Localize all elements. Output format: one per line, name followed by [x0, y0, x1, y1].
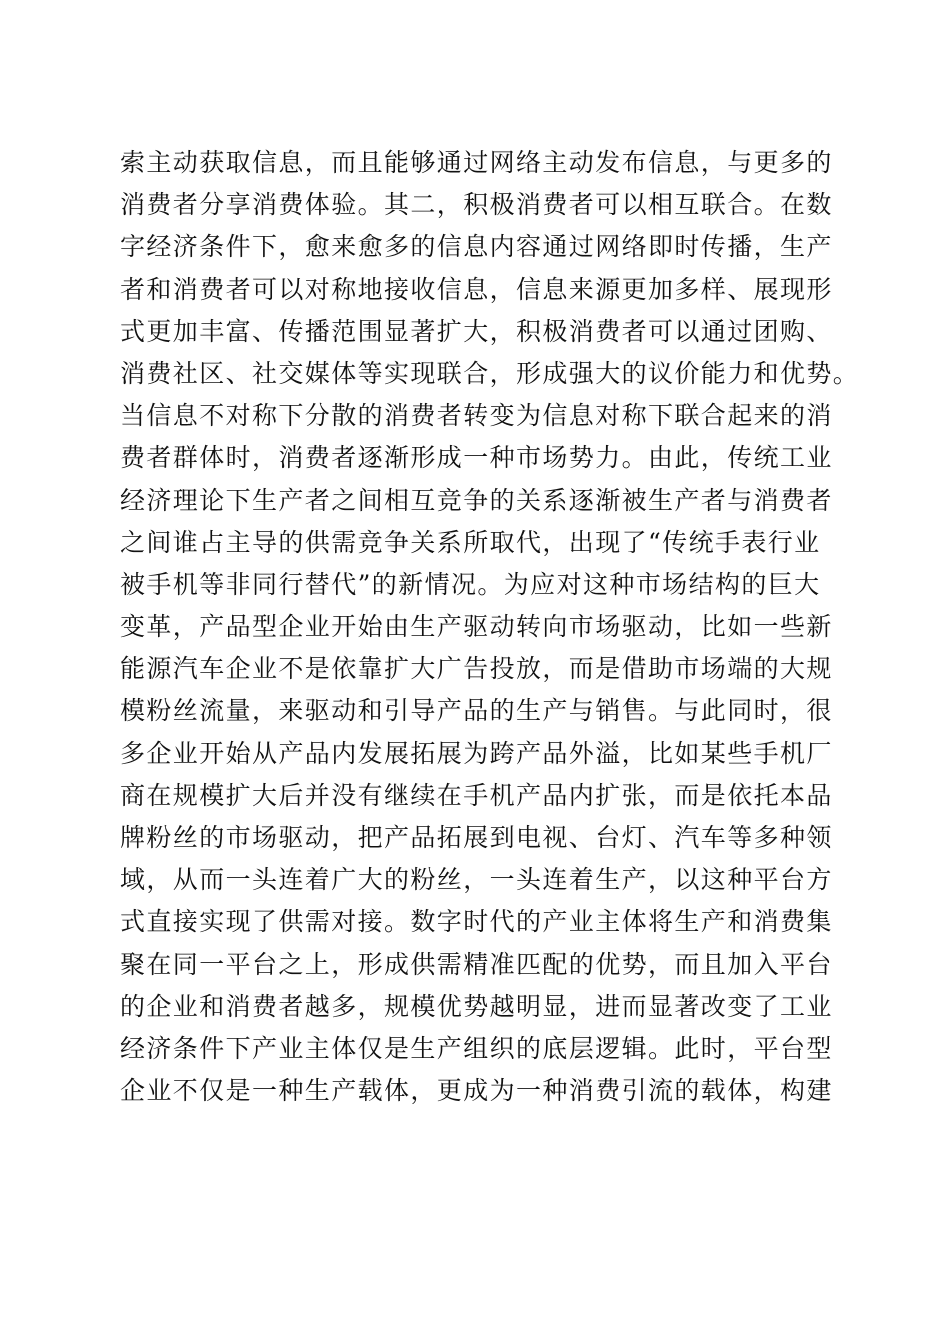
text-line: 之间谁占主导的供需竞争关系所取代，出现了“传统手表行业: [120, 527, 821, 557]
text-line: 费者群体时，消费者逐渐形成一种市场势力。由此，传统工业: [120, 443, 833, 473]
text-line: 多企业开始从产品内发展拓展为跨产品外溢，比如某些手机厂: [120, 738, 833, 768]
text-line: 式直接实现了供需对接。数字时代的产业主体将生产和消费集: [120, 907, 833, 937]
text-line: 能源汽车企业不是依靠扩大广告投放，而是借助市场端的大规: [120, 654, 833, 684]
text-line: 消费社区、社交媒体等实现联合，形成强大的议价能力和优势。: [120, 358, 860, 388]
text-line: 者和消费者可以对称地接收信息，信息来源更加多样、展现形: [120, 274, 833, 304]
text-line: 字经济条件下，愈来愈多的信息内容通过网络即时传播，生产: [120, 232, 833, 262]
text-line: 的企业和消费者越多，规模优势越明显，进而显著改变了工业: [120, 991, 833, 1021]
body-paragraph: [120, 142, 860, 1112]
text-line: 消费者分享消费体验。其二，积极消费者可以相互联合。在数: [120, 190, 833, 220]
text-line: 被手机等非同行替代”的新情况。为应对这种市场结构的巨大: [120, 569, 821, 599]
text-line: 索主动获取信息，而且能够通过网络主动发布信息，与更多的: [120, 148, 833, 177]
text-line: 经济条件下产业主体仅是生产组织的底层逻辑。此时，平台型: [120, 1033, 833, 1063]
text-line: 模粉丝流量，来驱动和引导产品的生产与销售。与此同时，很: [120, 696, 833, 726]
text-line: 牌粉丝的市场驱动，把产品拓展到电视、台灯、汽车等多种领: [120, 823, 833, 852]
text-line: 企业不仅是一种生产载体，更成为一种消费引流的载体，构建: [120, 1076, 833, 1106]
text-line: 经济理论下生产者之间相互竞争的关系逐渐被生产者与消费者: [120, 485, 833, 515]
text-line: 当信息不对称下分散的消费者转变为信息对称下联合起来的消: [120, 401, 833, 431]
text-line: 式更加丰富、传播范围显著扩大，积极消费者可以通过团购、: [120, 316, 833, 346]
text-line: 域，从而一头连着广大的粉丝，一头连着生产，以这种平台方: [120, 865, 833, 895]
text-line: 聚在同一平台之上，形成供需精准匹配的优势，而且加入平台: [120, 949, 833, 979]
text-line: 变革，产品型企业开始由生产驱动转向市场驱动，比如一些新: [120, 612, 833, 642]
text-line: 商在规模扩大后并没有继续在手机产品内扩张，而是依托本品: [120, 780, 833, 810]
